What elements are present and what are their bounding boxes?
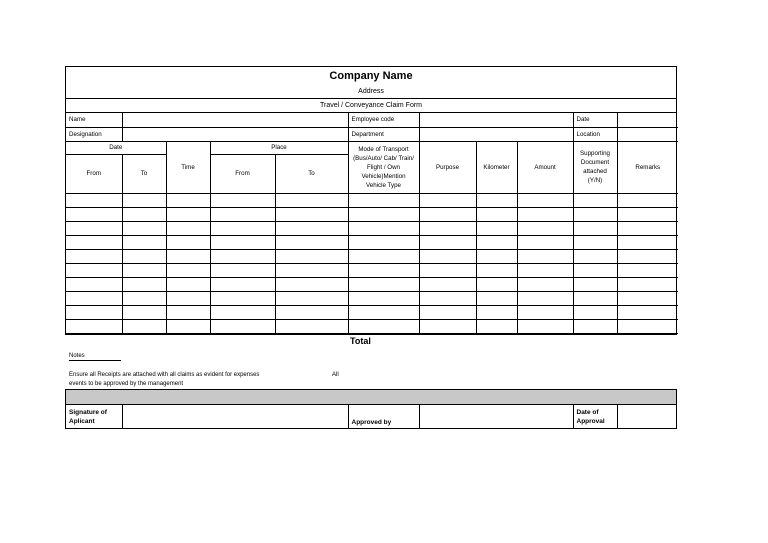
col-time: Time <box>166 141 210 193</box>
col-kilometer: Kilometer <box>476 141 517 193</box>
company-address: Address <box>66 85 676 99</box>
table-cell[interactable] <box>166 305 210 319</box>
date-of-approval-field[interactable] <box>617 405 678 428</box>
table-cell[interactable] <box>517 263 573 277</box>
col-date-from: From <box>66 154 122 193</box>
col-place-from: From <box>210 154 275 193</box>
table-cell[interactable] <box>166 207 210 221</box>
table-cell[interactable] <box>517 305 573 319</box>
col-supporting: Supporting Document attached (Y/N) <box>573 141 617 193</box>
table-cell[interactable] <box>573 319 617 333</box>
table-cell[interactable] <box>419 235 476 249</box>
table-cell[interactable] <box>348 319 419 333</box>
table-cell[interactable] <box>66 249 122 263</box>
table-cell[interactable] <box>573 291 617 305</box>
table-cell[interactable] <box>476 207 517 221</box>
table-row <box>66 291 678 305</box>
table-cell[interactable] <box>122 277 166 291</box>
table-cell[interactable] <box>476 221 517 235</box>
table-cell[interactable] <box>573 221 617 235</box>
table-cell[interactable] <box>122 221 166 235</box>
col-place: Place <box>210 141 348 154</box>
col-date: Date <box>66 141 166 154</box>
table-cell[interactable] <box>348 305 419 319</box>
table-cell[interactable] <box>210 291 275 305</box>
signature-applicant-field[interactable] <box>122 405 348 428</box>
table-cell[interactable] <box>66 263 122 277</box>
table-cell[interactable] <box>166 319 210 333</box>
table-cell[interactable] <box>517 291 573 305</box>
col-purpose: Purpose <box>419 141 476 193</box>
note-line-2: events to be approved by the management <box>69 381 184 387</box>
table-cell[interactable] <box>517 207 573 221</box>
table-cell[interactable] <box>275 207 348 221</box>
table-cell[interactable] <box>419 305 476 319</box>
table-cell[interactable] <box>476 235 517 249</box>
location-field[interactable] <box>617 127 678 141</box>
table-cell[interactable] <box>348 277 419 291</box>
table-cell[interactable] <box>573 207 617 221</box>
name-label: Name <box>66 113 122 127</box>
table-cell[interactable] <box>275 291 348 305</box>
table-cell[interactable] <box>348 249 419 263</box>
table-cell[interactable] <box>122 291 166 305</box>
claim-table <box>66 113 678 334</box>
table-cell[interactable] <box>419 291 476 305</box>
table-row <box>66 193 678 207</box>
table-row <box>66 249 678 263</box>
table-cell[interactable] <box>122 207 166 221</box>
table-cell[interactable] <box>617 319 678 333</box>
table-cell[interactable] <box>66 305 122 319</box>
table-cell[interactable] <box>476 263 517 277</box>
table-row <box>66 221 678 235</box>
total-label: Total <box>350 336 371 346</box>
signature-applicant-label: Signature of Aplicant <box>66 405 122 428</box>
table-cell[interactable] <box>275 277 348 291</box>
table-cell[interactable] <box>617 193 678 207</box>
table-cell[interactable] <box>122 305 166 319</box>
table-cell[interactable] <box>348 207 419 221</box>
table-cell[interactable] <box>122 193 166 207</box>
table-cell[interactable] <box>210 305 275 319</box>
table-cell[interactable] <box>275 263 348 277</box>
table-cell[interactable] <box>275 319 348 333</box>
table-cell[interactable] <box>122 235 166 249</box>
col-place-to: To <box>275 154 348 193</box>
table-cell[interactable] <box>66 207 122 221</box>
table-cell[interactable] <box>275 249 348 263</box>
table-cell[interactable] <box>275 235 348 249</box>
table-cell[interactable] <box>476 193 517 207</box>
table-row <box>66 319 678 333</box>
table-cell[interactable] <box>476 319 517 333</box>
claim-form <box>65 66 677 335</box>
table-row <box>66 263 678 277</box>
approved-by-field[interactable] <box>419 405 573 428</box>
name-field[interactable] <box>122 113 348 127</box>
table-cell[interactable] <box>419 263 476 277</box>
table-cell[interactable] <box>122 249 166 263</box>
table-cell[interactable] <box>166 249 210 263</box>
table-cell[interactable] <box>122 263 166 277</box>
table-cell[interactable] <box>419 193 476 207</box>
table-cell[interactable] <box>617 207 678 221</box>
department-label: Department <box>348 127 419 141</box>
table-cell[interactable] <box>573 249 617 263</box>
table-cell[interactable] <box>210 263 275 277</box>
table-cell[interactable] <box>210 319 275 333</box>
table-cell[interactable] <box>66 221 122 235</box>
table-cell[interactable] <box>275 305 348 319</box>
table-cell[interactable] <box>617 305 678 319</box>
table-cell[interactable] <box>419 249 476 263</box>
table-cell[interactable] <box>275 193 348 207</box>
table-cell[interactable] <box>348 221 419 235</box>
table-cell[interactable] <box>573 235 617 249</box>
table-cell[interactable] <box>419 221 476 235</box>
employee-code-field[interactable] <box>419 113 573 127</box>
table-cell[interactable] <box>275 221 348 235</box>
table-cell[interactable] <box>573 305 617 319</box>
company-name: Company Name <box>329 70 413 82</box>
approved-by-label: Approved by <box>348 405 419 428</box>
table-cell[interactable] <box>122 319 166 333</box>
designation-label: Designation <box>66 127 122 141</box>
table-cell[interactable] <box>348 235 419 249</box>
department-field[interactable] <box>419 127 573 141</box>
table-cell[interactable] <box>166 277 210 291</box>
table-cell[interactable] <box>210 221 275 235</box>
table-cell[interactable] <box>66 235 122 249</box>
table-cell[interactable] <box>348 263 419 277</box>
note-line-1: Ensure all Receipts are attached with all claims as evident for expenses <box>69 372 260 378</box>
table-row <box>66 235 678 249</box>
table-row <box>66 207 678 221</box>
table-cell[interactable] <box>419 319 476 333</box>
form-title: Travel / Conveyance Claim Form <box>66 99 676 113</box>
table-cell[interactable] <box>573 277 617 291</box>
table-cell[interactable] <box>419 207 476 221</box>
employee-code-label: Employee code <box>348 113 419 127</box>
col-date-to: To <box>122 154 166 193</box>
table-cell[interactable] <box>617 235 678 249</box>
table-cell[interactable] <box>476 249 517 263</box>
table-cell[interactable] <box>66 319 122 333</box>
location-label: Location <box>573 127 617 141</box>
table-cell[interactable] <box>517 193 573 207</box>
table-cell[interactable] <box>166 221 210 235</box>
table-cell[interactable] <box>476 305 517 319</box>
table-cell[interactable] <box>617 249 678 263</box>
date-label: Date <box>573 113 617 127</box>
table-cell[interactable] <box>617 291 678 305</box>
table-cell[interactable] <box>66 277 122 291</box>
table-cell[interactable] <box>166 263 210 277</box>
table-cell[interactable] <box>476 291 517 305</box>
table-row <box>66 305 678 319</box>
table-cell[interactable] <box>210 277 275 291</box>
table-cell[interactable] <box>517 235 573 249</box>
table-cell[interactable] <box>419 277 476 291</box>
note-all: All <box>332 372 339 378</box>
table-cell[interactable] <box>617 277 678 291</box>
table-cell[interactable] <box>517 249 573 263</box>
date-field[interactable] <box>617 113 678 127</box>
table-cell[interactable] <box>617 221 678 235</box>
table-cell[interactable] <box>617 263 678 277</box>
date-of-approval-label: Date of Approval <box>573 405 617 428</box>
table-cell[interactable] <box>476 277 517 291</box>
grey-band <box>66 390 676 405</box>
table-cell[interactable] <box>348 291 419 305</box>
signature-section <box>65 389 677 429</box>
table-row <box>66 277 678 291</box>
table-cell[interactable] <box>573 193 617 207</box>
table-cell[interactable] <box>166 235 210 249</box>
table-cell[interactable] <box>210 235 275 249</box>
table-cell[interactable] <box>517 277 573 291</box>
table-cell[interactable] <box>210 193 275 207</box>
table-cell[interactable] <box>210 207 275 221</box>
table-cell[interactable] <box>517 319 573 333</box>
notes-label: Notes <box>69 353 121 361</box>
col-remarks: Remarks <box>617 141 678 193</box>
table-cell[interactable] <box>66 193 122 207</box>
table-cell[interactable] <box>517 221 573 235</box>
table-cell[interactable] <box>573 263 617 277</box>
designation-field[interactable] <box>122 127 348 141</box>
col-mode: Mode of Transport (Bus/Auto/ Cab/ Train/ Flight / Own Vehicle)Mention Vehicle Type <box>348 141 419 193</box>
table-cell[interactable] <box>166 291 210 305</box>
table-cell[interactable] <box>210 249 275 263</box>
col-amount: Amount <box>517 141 573 193</box>
table-cell[interactable] <box>66 291 122 305</box>
table-cell[interactable] <box>166 193 210 207</box>
table-cell[interactable] <box>348 193 419 207</box>
